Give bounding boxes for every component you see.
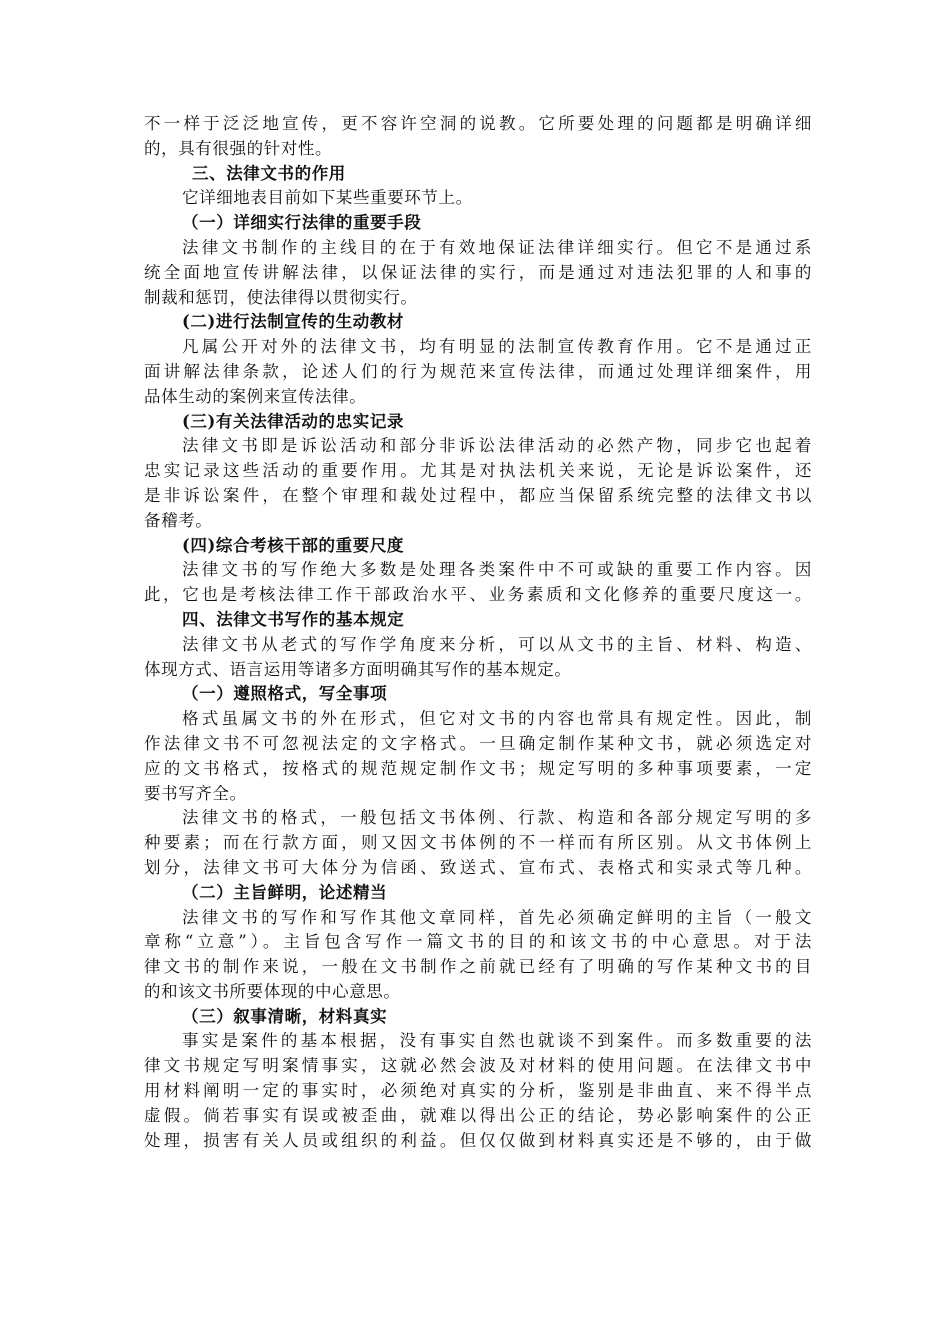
body-text-line: 章称“立意”）。主旨包含写作一篇文书的目的和该文书的中心意思。对于法 bbox=[144, 932, 812, 952]
body-text-line: 不一样于泛泛地宣传，更不容许空洞的说教。它所要处理的问题都是明确详细 bbox=[144, 114, 812, 133]
body-text-line: 的和该文书所要体现的中心意思。 bbox=[144, 981, 401, 1001]
body-text-line: 面讲解法律条款，论述人们的行为规范来宣传法律，而通过处理详细案件，用 bbox=[144, 361, 812, 381]
section-heading: (二)进行法制宣传的生动教材 bbox=[182, 312, 405, 332]
paragraph-first-line: 法律文书的格式，一般包括文书体例、行款、构造和各部分规定写明的多 bbox=[182, 808, 812, 828]
section-heading: 三、法律文书的作用 bbox=[192, 163, 346, 183]
body-text-line: 虚假。倘若事实有误或被歪曲，就难以得出公正的结论，势必影响案件的公正 bbox=[144, 1105, 812, 1125]
paragraph-first-line: 事实是案件的基本根据，没有事实自然也就谈不到案件。而多数重要的法 bbox=[182, 1031, 812, 1051]
body-text-line: 制裁和惩罚，使法律得以贯彻实行。 bbox=[144, 287, 418, 307]
body-text-line: 备稽考。 bbox=[144, 510, 213, 530]
paragraph-first-line: 格式虽属文书的外在形式，但它对文书的内容也常具有规定性。因此，制 bbox=[182, 709, 812, 729]
paragraph-first-line: 凡属公开对外的法律文书，均有明显的法制宣传教育作用。它不是通过正 bbox=[182, 337, 812, 357]
body-text-line: 品体生动的案例来宣传法律。 bbox=[144, 386, 367, 406]
section-heading: （二）主旨鲜明，论述精当 bbox=[182, 882, 388, 902]
section-heading: 四、法律文书写作的基本规定 bbox=[182, 609, 405, 629]
paragraph-first-line: 法律文书的写作和写作其他文章同样，首先必须确定鲜明的主旨（一般文 bbox=[182, 907, 812, 927]
body-text-line: 统全面地宣传讲解法律，以保证法律的实行，而是通过对违法犯罪的人和事的 bbox=[144, 262, 812, 282]
body-text-line: 忠实记录这些活动的重要作用。尤其是对执法机关来说，无论是诉讼案件，还 bbox=[144, 461, 812, 481]
body-text-line: 种要素；而在行款方面，则又因文书体例的不一样而有所区别。从文书体例上 bbox=[144, 833, 812, 853]
body-text-line: 应的文书格式，按格式的规范规定制作文书；规定写明的多种事项要素，一定 bbox=[144, 758, 812, 778]
body-text-line: 律文书的制作来说，一般在文书制作之前就已经有了明确的写作某种文书的目 bbox=[144, 957, 812, 977]
paragraph-first-line: 法律文书即是诉讼活动和部分非诉讼法律活动的必然产物，同步它也起着 bbox=[182, 436, 812, 456]
paragraph-first-line: 法律文书从老式的写作学角度来分析，可以从文书的主旨、材料、构造、 bbox=[182, 634, 812, 654]
body-text-line: 作法律文书不可忽视法定的文字格式。一旦确定制作某种文书，就必须选定对 bbox=[144, 733, 812, 753]
body-text-line: 要书写齐全。 bbox=[144, 783, 247, 803]
section-heading: (四)综合考核干部的重要尺度 bbox=[182, 535, 405, 555]
section-heading: （一）遵照格式，写全事项 bbox=[182, 684, 388, 704]
paragraph-first-line: 法律文书的写作绝大多数是处理各类案件中不可或缺的重要工作内容。因 bbox=[182, 560, 812, 580]
body-text-line: 用材料阐明一定的事实时，必须绝对真实的分析，鉴别是非曲直、来不得半点 bbox=[144, 1081, 812, 1101]
body-text-line: 是非诉讼案件，在整个审理和裁处过程中，都应当保留系统完整的法律文书以 bbox=[144, 485, 812, 505]
paragraph-first-line: 它详细地表目前如下某些重要环节上。 bbox=[182, 188, 473, 208]
section-heading: （一）详细实行法律的重要手段 bbox=[182, 213, 422, 233]
section-heading: (三)有关法律活动的忠实记录 bbox=[182, 411, 405, 431]
body-text-line: 此，它也是考核法律工作干部政治水平、业务素质和文化修养的重要尺度这一。 bbox=[144, 585, 812, 605]
body-text-line: 律文书规定写明案情事实，这就必然会波及对材料的使用问题。在法律文书中 bbox=[144, 1056, 812, 1076]
document-body bbox=[144, 112, 812, 1153]
body-text-line: 体现方式、语言运用等诸多方面明确其写作的基本规定。 bbox=[144, 659, 572, 679]
section-heading: （三）叙事清晰，材料真实 bbox=[182, 1006, 388, 1026]
body-text-line: 处理，损害有关人员或组织的利益。但仅仅做到材料真实还是不够的，由于做 bbox=[144, 1130, 812, 1150]
paragraph-first-line: 法律文书制作的主线目的在于有效地保证法律详细实行。但它不是通过系 bbox=[182, 237, 812, 257]
body-text-line: 划分，法律文书可大体分为信函、致送式、宣布式、表格式和实录式等几种。 bbox=[144, 857, 812, 877]
body-text-line: 的，具有很强的针对性。 bbox=[144, 138, 333, 158]
